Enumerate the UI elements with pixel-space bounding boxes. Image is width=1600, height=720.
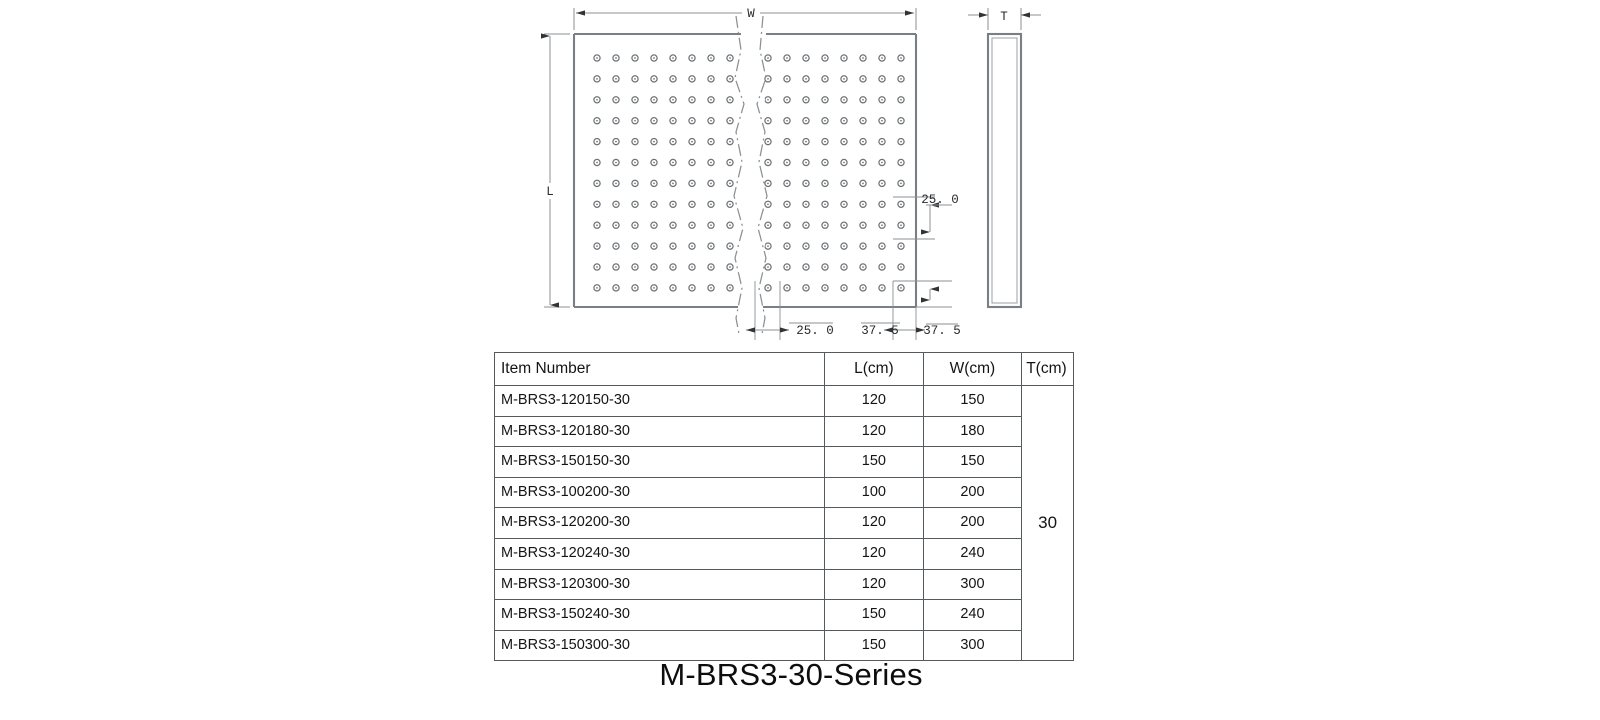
cell-item-number: M-BRS3-100200-30 [495,477,825,508]
perforation-hole [879,118,885,124]
perforation-hole [727,264,733,270]
perforation-hole [670,118,676,124]
perforation-hole [822,97,828,103]
table-row [495,600,1074,631]
perforation-hole [613,264,619,270]
perforation-hole [822,139,828,145]
cell-width: 150 [923,447,1022,478]
perforation-hole [670,97,676,103]
perforation-hole [689,139,695,145]
perforation-hole [803,222,809,228]
perforation-grid-right [708,55,923,291]
cell-length: 150 [825,630,924,661]
perforation-hole [784,222,790,228]
perforation-hole [651,76,657,82]
perforation-hole [594,118,600,124]
perforation-hole [632,139,638,145]
perforation-hole [594,55,600,61]
perforation-hole [746,243,752,249]
perforation-hole [879,201,885,207]
perforation-hole [784,180,790,186]
perforation-hole [765,201,771,207]
cell-length: 120 [825,508,924,539]
perforation-hole [898,243,904,249]
cell-width: 240 [923,600,1022,631]
perforation-hole [841,243,847,249]
perforation-hole [898,264,904,270]
perforation-hole [841,201,847,207]
perforation-hole [651,139,657,145]
perforation-hole [727,55,733,61]
perforation-hole [841,139,847,145]
cell-length: 120 [825,416,924,447]
perforation-hole [670,76,676,82]
perforation-hole [613,222,619,228]
perforation-hole [651,118,657,124]
perforation-hole [689,222,695,228]
cell-length: 150 [825,600,924,631]
series-caption [0,657,1600,693]
perforation-hole [765,97,771,103]
perforation-hole [803,118,809,124]
cell-width: 240 [923,538,1022,569]
perforation-hole [917,76,923,82]
dimension-pitch-vertical [893,193,959,239]
dimension-thickness [968,8,1041,30]
perforation-hole [917,222,923,228]
perforation-hole [746,243,752,249]
column-header-length: L(cm) [825,353,924,386]
series-caption-text: M-BRS3-30-Series [659,657,923,692]
perforation-hole [689,285,695,291]
cell-width: 150 [923,386,1022,417]
plate-outline-right [763,34,916,307]
perforation-hole [746,55,752,61]
perforation-hole [860,222,866,228]
perforation-hole [708,285,714,291]
perforation-hole [670,180,676,186]
perforation-grid-left [594,55,790,291]
perforation-hole [746,55,752,61]
perforation-hole [860,285,866,291]
perforation-hole [879,264,885,270]
perforation-hole [727,97,733,103]
perforation-hole [879,243,885,249]
perforation-hole [632,97,638,103]
perforation-hole [765,243,771,249]
perforation-hole [784,159,790,165]
dimension-width [574,6,916,30]
width-label: W [747,7,755,21]
column-header-thickness: T(cm) [1022,353,1074,386]
perforation-hole [594,285,600,291]
perforation-hole [689,180,695,186]
perforation-hole [708,180,714,186]
perforation-hole [632,76,638,82]
perforation-hole [803,243,809,249]
perforation-hole [784,285,790,291]
technical-drawing-svg [0,0,1600,345]
margin-right-label: 37. 5 [923,324,961,338]
cell-item-number: M-BRS3-120300-30 [495,569,825,600]
margin-bottom-label: 37. 5 [861,324,899,338]
perforation-hole [746,201,752,207]
perforation-hole [594,264,600,270]
perforation-hole [670,243,676,249]
perforation-hole [746,159,752,165]
perforation-hole [670,285,676,291]
perforation-hole [784,76,790,82]
cell-item-number: M-BRS3-120150-30 [495,386,825,417]
cell-item-number: M-BRS3-150150-30 [495,447,825,478]
cell-width: 300 [923,630,1022,661]
perforation-hole [632,243,638,249]
perforation-hole [803,264,809,270]
perforation-hole [727,243,733,249]
perforation-hole [613,201,619,207]
perforation-hole [898,285,904,291]
perforation-hole [860,139,866,145]
perforation-hole [613,55,619,61]
perforation-hole [917,159,923,165]
perforation-hole [917,285,923,291]
perforation-hole [822,180,828,186]
perforation-hole [879,55,885,61]
perforation-hole [670,264,676,270]
perforation-hole [898,118,904,124]
perforation-hole [860,243,866,249]
perforation-hole [898,201,904,207]
side-view-inner-outline [992,38,1017,303]
perforation-hole [594,139,600,145]
pitch-vertical-label: 25. 0 [921,193,959,207]
perforation-hole [765,264,771,270]
perforation-hole [765,159,771,165]
side-view-outer-outline [988,34,1021,307]
perforation-hole [594,76,600,82]
cell-length: 120 [825,569,924,600]
perforation-hole [822,159,828,165]
perforation-hole [632,285,638,291]
perforation-hole [670,55,676,61]
perforation-hole [841,222,847,228]
perforation-hole [841,285,847,291]
perforation-hole [822,118,828,124]
perforation-hole [746,222,752,228]
perforation-hole [917,264,923,270]
perforation-hole [860,264,866,270]
perforation-hole [803,76,809,82]
cell-length: 120 [825,538,924,569]
perforation-hole [917,55,923,61]
perforation-hole [670,201,676,207]
perforation-hole [594,243,600,249]
table-row [495,447,1074,478]
cell-thickness: 30 [1022,386,1074,661]
perforation-hole [860,55,866,61]
perforation-hole [727,76,733,82]
perforation-hole [803,180,809,186]
perforation-hole [803,97,809,103]
table-row [495,416,1074,447]
perforation-hole [613,285,619,291]
perforation-hole [822,76,828,82]
perforation-hole [613,97,619,103]
perforation-hole [727,159,733,165]
perforation-hole [917,180,923,186]
perforation-hole [822,243,828,249]
cell-length: 150 [825,447,924,478]
perforation-hole [803,285,809,291]
perforation-hole [803,139,809,145]
perforation-hole [746,97,752,103]
perforation-hole [898,159,904,165]
perforation-hole [860,201,866,207]
table-body [495,386,1074,661]
side-view [968,8,1041,307]
perforation-hole [708,201,714,207]
perforation-hole [594,97,600,103]
perforation-hole [594,180,600,186]
column-header-item-number: Item Number [495,353,825,386]
thickness-label: T [1000,10,1008,24]
perforation-hole [898,97,904,103]
perforation-hole [708,76,714,82]
perforation-hole [746,139,752,145]
perforation-hole [898,76,904,82]
perforation-hole [746,118,752,124]
perforation-hole [746,118,752,124]
perforation-hole [632,222,638,228]
spec-table-container [494,352,1074,661]
perforation-hole [765,180,771,186]
perforation-hole [879,180,885,186]
table-row [495,477,1074,508]
perforation-hole [689,159,695,165]
perforation-hole [746,139,752,145]
perforation-hole [841,159,847,165]
perforation-hole [689,55,695,61]
perforation-hole [822,285,828,291]
perforation-hole [803,55,809,61]
dimension-length [542,34,570,307]
perforation-hole [708,139,714,145]
perforation-hole [613,139,619,145]
perforation-hole [898,139,904,145]
cell-width: 200 [923,477,1022,508]
perforation-hole [917,243,923,249]
table-row [495,538,1074,569]
perforation-hole [765,222,771,228]
perforation-hole [879,285,885,291]
perforation-hole [860,180,866,186]
perforation-hole [879,159,885,165]
perforation-hole [651,243,657,249]
column-header-width: W(cm) [923,353,1022,386]
perforation-hole [708,243,714,249]
cell-width: 300 [923,569,1022,600]
perforation-hole [841,180,847,186]
perforation-hole [651,222,657,228]
perforation-hole [860,118,866,124]
table-row [495,386,1074,417]
spec-table [494,352,1074,661]
perforation-hole [784,118,790,124]
perforation-hole [727,222,733,228]
perforation-hole [898,222,904,228]
perforation-hole [746,285,752,291]
perforation-hole [670,222,676,228]
perforation-hole [708,118,714,124]
perforation-hole [765,285,771,291]
perforation-hole [651,97,657,103]
perforation-hole [727,201,733,207]
perforation-hole [784,264,790,270]
cell-length: 100 [825,477,924,508]
perforation-hole [594,201,600,207]
perforation-hole [689,243,695,249]
perforation-hole [784,243,790,249]
perforation-hole [822,264,828,270]
perforation-hole [689,118,695,124]
perforation-hole [803,159,809,165]
perforation-hole [746,180,752,186]
cell-width: 200 [923,508,1022,539]
cell-width: 180 [923,416,1022,447]
perforation-hole [651,159,657,165]
perforation-hole [708,222,714,228]
perforation-hole [879,139,885,145]
perforation-hole [651,201,657,207]
perforation-hole [784,201,790,207]
perforation-hole [803,201,809,207]
perforation-hole [746,264,752,270]
perforation-hole [746,201,752,207]
cell-item-number: M-BRS3-150240-30 [495,600,825,631]
perforation-hole [784,139,790,145]
cell-item-number: M-BRS3-120180-30 [495,416,825,447]
perforation-hole [784,55,790,61]
perforation-hole [746,76,752,82]
perforation-hole [594,159,600,165]
perforation-hole [613,118,619,124]
perforation-hole [651,55,657,61]
perforation-hole [632,55,638,61]
perforation-hole [898,55,904,61]
perforation-hole [746,159,752,165]
perforation-hole [689,97,695,103]
perforation-hole [670,139,676,145]
perforation-hole [632,180,638,186]
perforation-hole [746,285,752,291]
perforation-hole [765,55,771,61]
perforation-hole [841,118,847,124]
perforation-hole [727,180,733,186]
pitch-horizontal-label: 25. 0 [796,324,834,338]
perforation-hole [822,222,828,228]
table-row [495,508,1074,539]
perforation-hole [689,201,695,207]
perforation-hole [708,264,714,270]
perforation-hole [613,76,619,82]
perforation-hole [784,97,790,103]
perforation-hole [822,201,828,207]
table-header-row [495,353,1074,386]
cell-item-number: M-BRS3-120200-30 [495,508,825,539]
break-line-left [734,16,744,334]
perforation-hole [860,76,866,82]
perforation-hole [632,159,638,165]
perforation-hole [594,222,600,228]
perforation-hole [708,159,714,165]
perforation-hole [651,264,657,270]
perforation-hole [670,159,676,165]
perforation-hole [841,55,847,61]
perforation-hole [746,76,752,82]
perforation-hole [708,55,714,61]
perforation-hole [879,76,885,82]
perforation-hole [689,76,695,82]
cell-length: 120 [825,386,924,417]
perforation-hole [765,139,771,145]
front-view [542,6,961,340]
perforation-hole [613,159,619,165]
perforation-hole [879,222,885,228]
perforation-hole [689,264,695,270]
perforation-hole [841,76,847,82]
perforation-hole [765,118,771,124]
perforation-hole [746,264,752,270]
perforation-hole [822,55,828,61]
perforation-hole [632,118,638,124]
perforation-hole [632,264,638,270]
perforation-hole [879,97,885,103]
perforation-hole [860,159,866,165]
perforation-hole [860,97,866,103]
perforation-hole [917,139,923,145]
perforation-hole [613,180,619,186]
cell-item-number: M-BRS3-150300-30 [495,630,825,661]
perforation-hole [917,97,923,103]
technical-drawing [0,0,1600,345]
perforation-hole [746,97,752,103]
perforation-hole [727,139,733,145]
perforation-hole [632,201,638,207]
perforation-hole [746,180,752,186]
perforation-hole [898,180,904,186]
table-row [495,569,1074,600]
perforation-hole [727,285,733,291]
perforation-hole [651,285,657,291]
perforation-hole [841,97,847,103]
perforation-hole [917,118,923,124]
perforation-hole [651,180,657,186]
length-label: L [546,185,554,199]
perforation-hole [727,118,733,124]
cell-item-number: M-BRS3-120240-30 [495,538,825,569]
perforation-hole [841,264,847,270]
perforation-hole [746,222,752,228]
perforation-hole [613,243,619,249]
perforation-hole [708,97,714,103]
